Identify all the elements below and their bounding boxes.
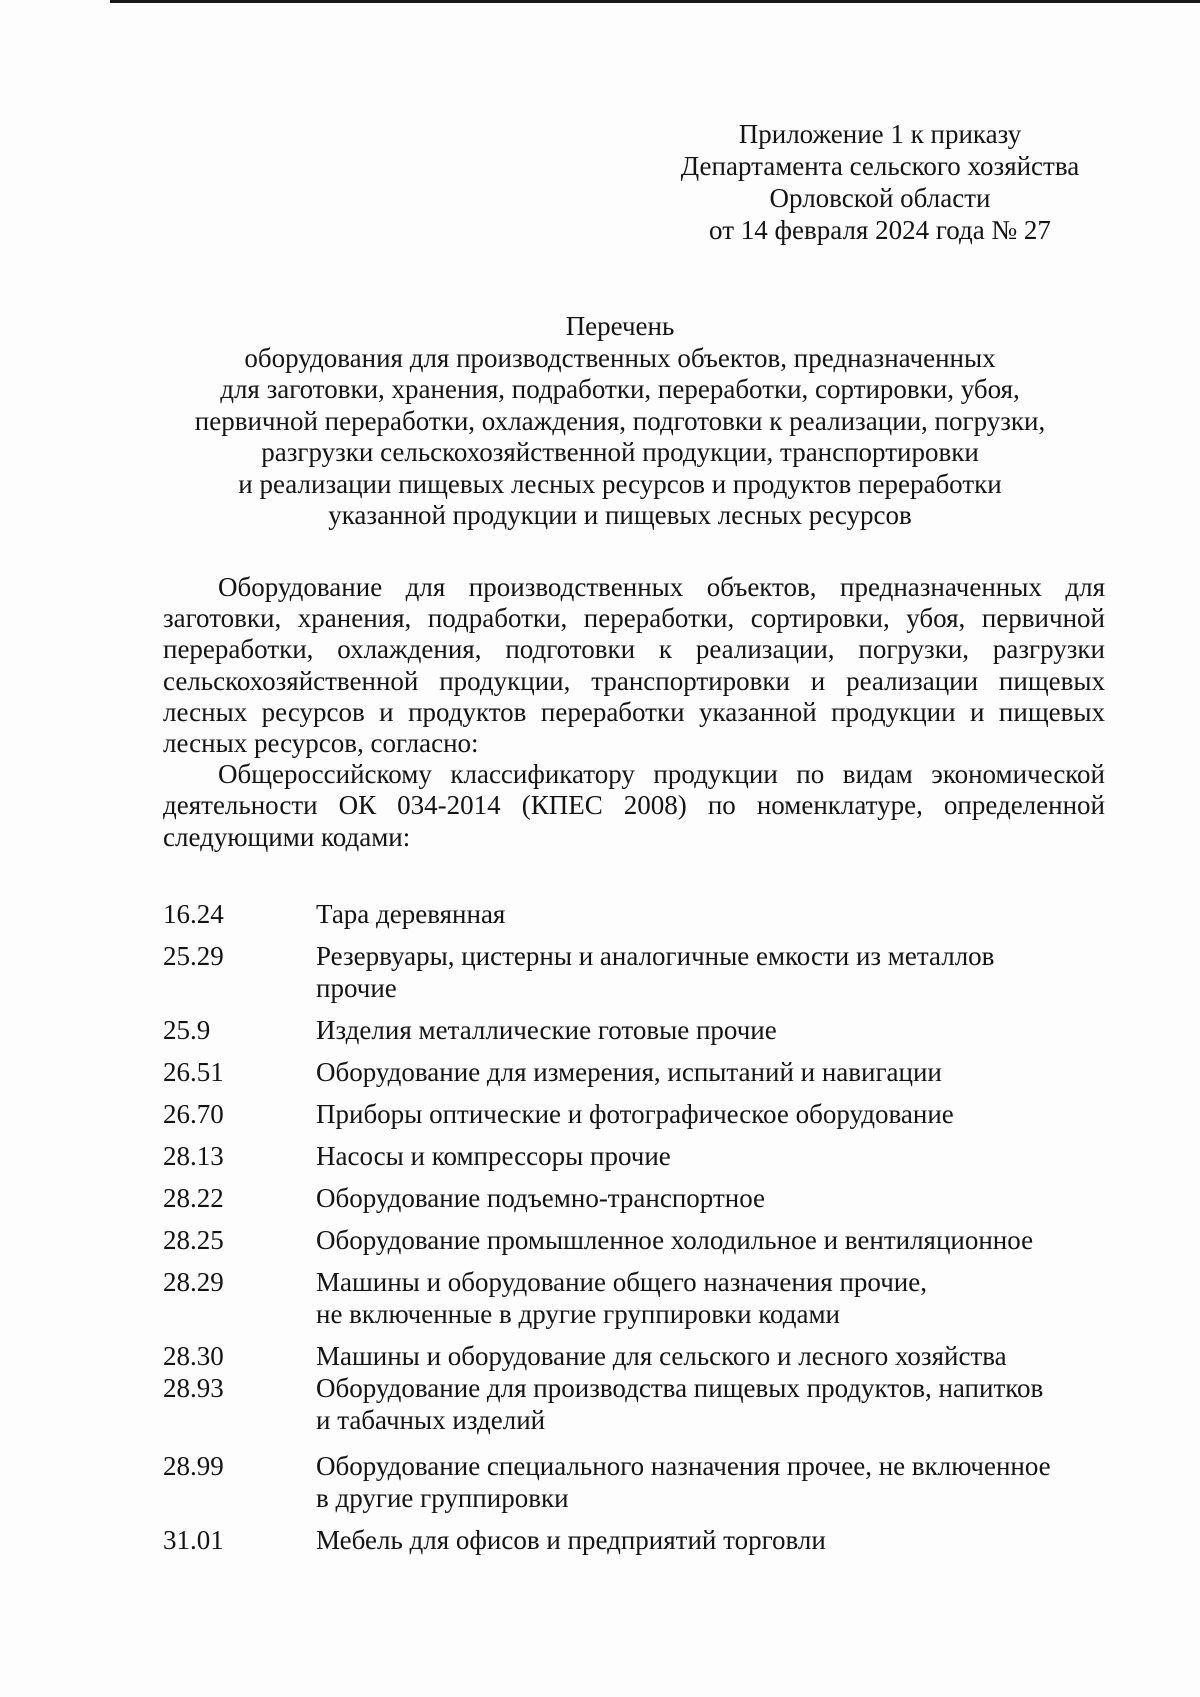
code-number: 28.30: [163, 1341, 224, 1371]
code-number: 26.70: [163, 1099, 224, 1129]
code-number: 16.24: [163, 899, 224, 929]
code-description: [316, 1524, 1116, 1556]
document-title: [160, 311, 1080, 532]
code-number: 28.25: [163, 1225, 224, 1255]
code-description-line: прочие: [316, 973, 397, 1003]
code-description: [316, 1266, 1116, 1330]
code-number: 26.51: [163, 1057, 224, 1087]
code-description-line: не включенные в другие группировки кодами: [316, 1299, 840, 1329]
code-description-line: Оборудование подъемно-транспортное: [316, 1183, 766, 1213]
code-description: [316, 1056, 1116, 1088]
code-description: [316, 940, 1116, 1004]
code-description: [316, 1182, 1116, 1214]
code-description: [316, 1224, 1116, 1256]
code-number: 28.29: [163, 1267, 224, 1297]
intro-paragraph: Общероссийскому классификатору продукции по видам экономической деятельности ОК 034-2014 (КПЕС 2008) по номенклатуре, определенной следующими кодами:: [163, 759, 1105, 852]
code-number: 31.01: [163, 1525, 224, 1555]
top-scan-edge: [110, 0, 1200, 3]
intro-text: [163, 572, 1105, 853]
code-description-line: в другие группировки: [316, 1483, 569, 1513]
code-description-line: Оборудование специального назначения прочее, не включенное: [316, 1451, 1051, 1481]
code-number: 28.99: [163, 1451, 224, 1481]
code-description-line: Изделия металлические готовые прочие: [316, 1015, 777, 1045]
title-line: разгрузки сельскохозяйственной продукции, транспортировки: [261, 437, 979, 467]
code-description-line: и табачных изделий: [316, 1405, 546, 1435]
code-number: 25.29: [163, 941, 224, 971]
code-description-line: Машины и оборудование для сельского и лесного хозяйства: [316, 1341, 1007, 1371]
appendix-date-line: от 14 февраля 2024 года № 27: [709, 215, 1051, 245]
code-description: [316, 1098, 1116, 1130]
code-description-line: Оборудование для производства пищевых продуктов, напитков: [316, 1373, 1044, 1403]
code-description-line: Мебель для офисов и предприятий торговли: [316, 1525, 826, 1555]
intro-paragraph: Оборудование для производственных объектов, предназначенных для заготовки, хранения, подработки, переработки, сортировки, убоя, первичной переработки, охлаждения, подготовки к реализации, погрузки, разгрузки сельскохозяйственной продукции, транспортировки и реализации пищевых лесных ресурсов и продуктов переработки указанной продукции и пищевых лесных ресурсов, согласно:: [163, 572, 1105, 759]
title-line: и реализации пищевых лесных ресурсов и продуктов переработки: [238, 468, 1002, 499]
code-number: 25.9: [163, 1015, 211, 1045]
code-description: [316, 1140, 1116, 1172]
appendix-line: Приложение 1 к приказу: [738, 119, 1022, 149]
code-description-line: Оборудование промышленное холодильное и вентиляционное: [316, 1225, 1034, 1255]
code-description: [316, 1372, 1116, 1436]
title-line: оборудования для производственных объектов, предназначенных: [244, 342, 996, 373]
code-description: [316, 1014, 1116, 1046]
appendix-line: Орловской области: [769, 183, 991, 213]
title-heading: Перечень: [565, 311, 675, 341]
code-description: [316, 1340, 1116, 1372]
code-description-line: Машины и оборудование общего назначения прочие,: [316, 1267, 927, 1297]
code-description-line: Оборудование для измерения, испытаний и навигации: [316, 1057, 942, 1087]
code-description: [316, 898, 1116, 930]
code-description-line: Тара деревянная: [316, 899, 506, 929]
appendix-header: [660, 118, 1100, 246]
code-number: 28.22: [163, 1183, 224, 1213]
code-number: 28.13: [163, 1141, 224, 1171]
appendix-line: Департамента сельского хозяйства: [680, 151, 1080, 181]
code-number: 28.93: [163, 1373, 224, 1403]
code-description: [316, 1450, 1116, 1514]
code-description-line: Резервуары, цистерны и аналогичные емкости из металлов: [316, 941, 995, 971]
code-description-line: Насосы и компрессоры прочие: [316, 1141, 671, 1171]
code-description-line: Приборы оптические и фотографическое оборудование: [316, 1099, 954, 1129]
title-line: указанной продукции и пищевых лесных ресурсов: [328, 500, 912, 530]
title-line: первичной переработки, охлаждения, подготовки к реализации, погрузки,: [194, 405, 1046, 436]
title-line: для заготовки, хранения, подработки, переработки, сортировки, убоя,: [220, 374, 1020, 404]
